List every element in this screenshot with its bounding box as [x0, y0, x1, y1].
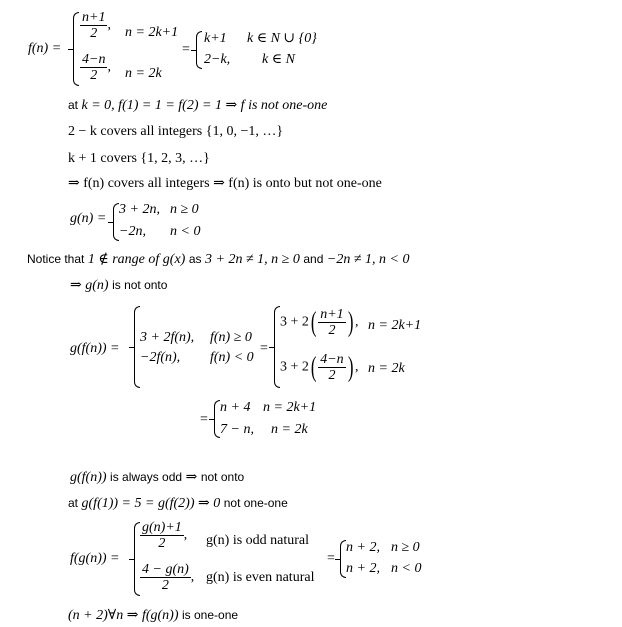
gf-s-case2-cond: n = 2k: [271, 422, 308, 437]
gf-case2-expr: −2f(n),: [140, 350, 181, 365]
gf-simplified-case1-cond: n = 2k+1: [368, 318, 422, 333]
line-at-k0: at k = 0, f(1) = 1 = f(2) = 1 ⇒ f is not one-one: [68, 98, 328, 113]
equals-sign: =: [327, 551, 335, 566]
gf-simplified-case1: 3 + 2( $\frac{n+1}{2}$ ) ,: [280, 306, 359, 338]
g-not-onto-line: ⇒ g(n) is not onto: [70, 278, 168, 293]
f-simplified-case2-cond: k ∈ N: [262, 52, 295, 67]
gf-s-case1-expr: n + 4: [220, 400, 251, 415]
fg-s-case1-expr: n + 2,: [346, 540, 380, 555]
equals-sign: =: [182, 42, 190, 57]
g-case2-expr: −2n,: [119, 224, 146, 239]
fg-one-one-line: (n + 2)∀n ⇒ f(g(n)) is one-one: [68, 608, 239, 623]
right-brace-icon: [196, 31, 202, 69]
f-simplified-case1-expr: k+1: [204, 31, 227, 46]
gf-lhs: g(f(n)) =: [70, 341, 120, 356]
line-k-plus-1: k + 1 covers {1, 2, 3, …}: [68, 151, 210, 166]
gf-odd-line: g(f(n)) is always odd ⇒ not onto: [70, 470, 245, 485]
gf-s-case2-expr: 7 − n,: [220, 422, 254, 437]
gf-case2-cond: f(n) < 0: [210, 350, 254, 365]
gf-not-one-one-line: at g(f(1)) = 5 = g(f(2)) ⇒ 0 not one-one: [68, 496, 288, 511]
g-lhs: g(n) =: [70, 211, 107, 226]
line-2-minus-k: 2 − k covers all integers {1, 0, −1, …}: [68, 124, 284, 139]
left-brace-icon: [134, 306, 140, 388]
notice-line: Notice that 1 ∉ range of g(x) as 3 + 2n ≠ 1, n ≥ 0 and −2n ≠ 1, n < 0: [27, 252, 410, 267]
equals-sign: =: [200, 412, 208, 427]
gf-s-case1-cond: n = 2k+1: [263, 400, 317, 415]
fg-case2-fraction: $\frac{4 - g(n)}{2}$ ,: [142, 562, 195, 593]
fg-s-case2-cond: n < 0: [391, 561, 422, 576]
gf-simplified-case2: 3 + 2( $\frac{4-n}{2}$ ) ,: [280, 351, 359, 383]
f-case2-fraction: $\frac{4-n}{2}$ ,: [82, 52, 111, 83]
f-case1-fraction: $\frac{n+1}{2}$ ,: [82, 10, 111, 41]
gf-simplified-case2-cond: n = 2k: [368, 361, 405, 376]
g-case1-expr: 3 + 2n,: [119, 202, 160, 217]
f-case1-condition: n = 2k+1: [125, 25, 179, 40]
fg-s-case2-expr: n + 2,: [346, 561, 380, 576]
f-simplified-case1-cond: k ∈ N ∪ {0}: [247, 31, 317, 46]
fg-case2-cond: g(n) is even natural: [206, 570, 315, 585]
fg-case1-cond: g(n) is odd natural: [206, 533, 310, 548]
line-f-onto: ⇒ f(n) covers all integers ⇒ f(n) is onto but not one-one: [68, 176, 382, 191]
equals-sign: =: [260, 341, 268, 356]
g-case2-cond: n < 0: [170, 224, 201, 239]
f-lhs: f(n) =: [28, 41, 62, 56]
g-case1-cond: n ≥ 0: [170, 202, 199, 217]
gf-case1-cond: f(n) ≥ 0: [210, 330, 252, 345]
fg-lhs: f(g(n)) =: [70, 551, 120, 566]
fg-s-case1-cond: n ≥ 0: [391, 540, 420, 555]
f-simplified-case2-expr: 2−k,: [204, 52, 231, 67]
fg-case1-fraction: $\frac{g(n)+1}{2}$ ,: [142, 520, 188, 551]
left-brace-icon: [73, 12, 79, 86]
gf-case1-expr: 3 + 2f(n),: [140, 330, 195, 345]
f-case2-condition: n = 2k: [125, 66, 162, 81]
